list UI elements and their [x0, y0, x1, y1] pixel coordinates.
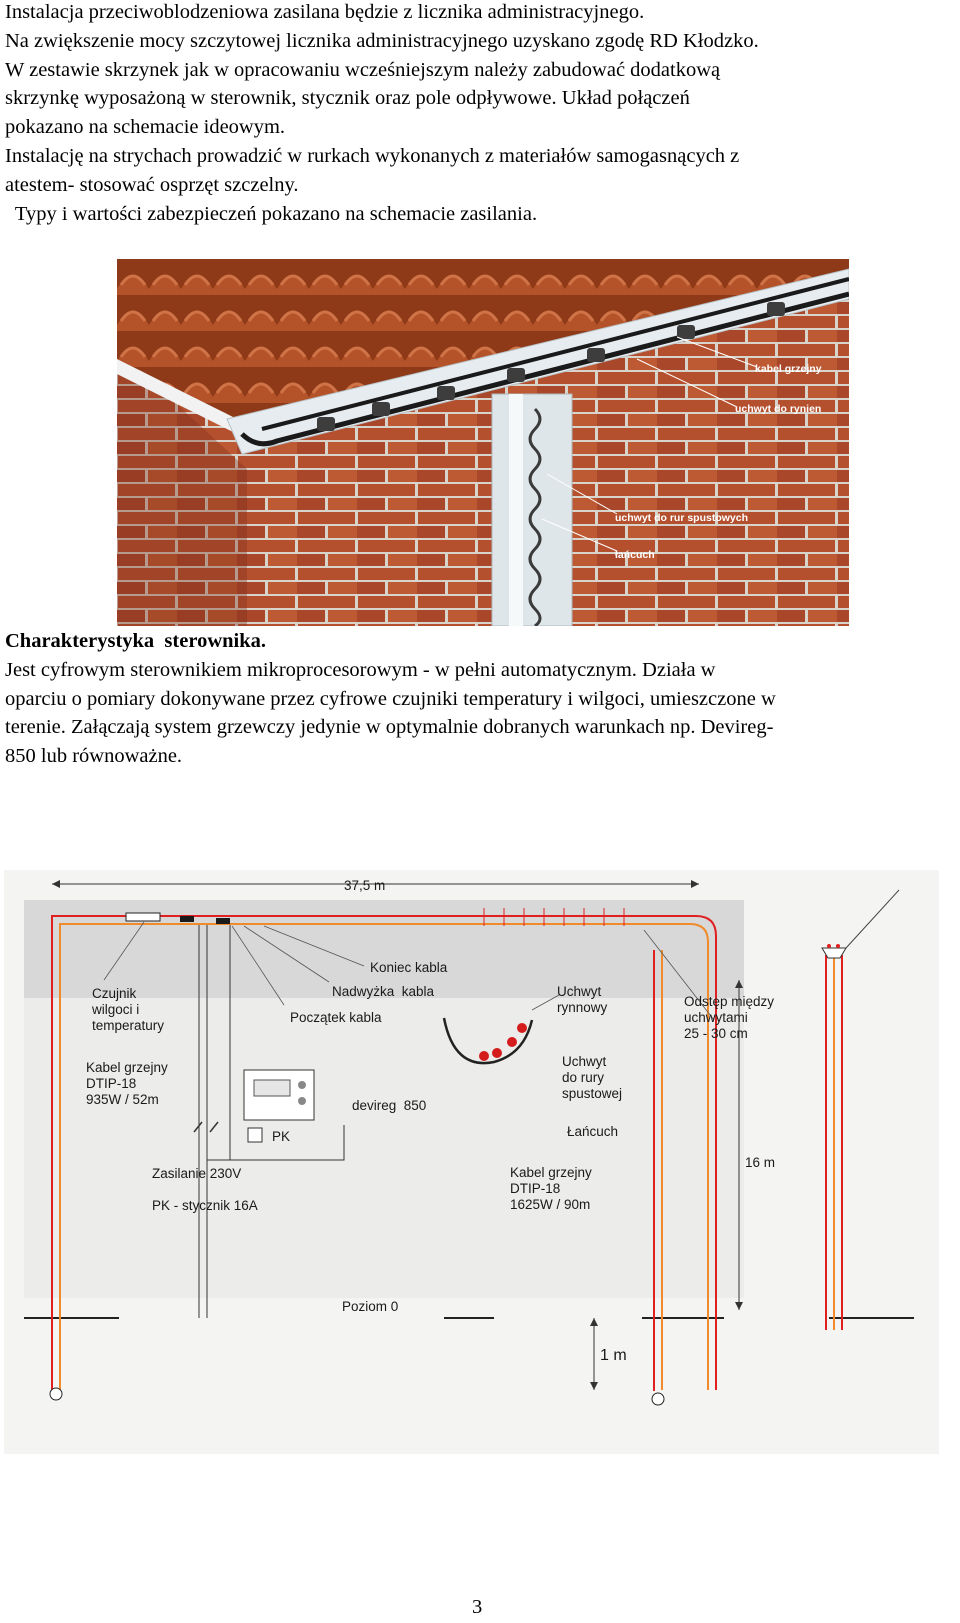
label-supply: Zasilanie 230V — [152, 1166, 242, 1181]
label-line: 935W / 52m — [86, 1092, 159, 1107]
label-line: do rury — [562, 1070, 605, 1085]
label-pk: PK — [272, 1129, 291, 1144]
label-line: DTIP-18 — [510, 1181, 561, 1196]
text-line: 850 lub równoważne. — [5, 745, 183, 768]
sensor-icon — [126, 913, 160, 921]
label-line: DTIP-18 — [86, 1076, 137, 1091]
label-line: Odstęp między — [684, 994, 775, 1009]
label-cable-end: Koniec kabla — [370, 960, 448, 975]
text-line: pokazano na schemacie ideowym. — [5, 116, 286, 139]
label-line: rynnowy — [557, 1000, 608, 1015]
label-cable-start: Początek kabla — [290, 1010, 382, 1025]
label-cable-surplus: Nadwyżka kabla — [332, 984, 435, 999]
controller-section — [5, 627, 955, 771]
label-line: spustowej — [562, 1086, 623, 1101]
label-line: Uchwyt — [562, 1054, 607, 1069]
pk-contactor-icon — [248, 1128, 262, 1142]
text-line: Typy i wartości zabezpieczeń pokazano na schemacie zasilania. — [5, 202, 538, 225]
callout-gutter-clip: uchwyt do rynien — [735, 403, 822, 415]
height-label: 16 m — [745, 1155, 776, 1170]
text-line: Instalację na strychach prowadzić w rurkach wykonanych z materiałów samogasnących z — [5, 144, 740, 167]
section-heading: Charakterystyka sterownika. — [5, 630, 266, 652]
text-line: Instalacja przeciwoblodzeniowa zasilana będzie z licznika administracyjnego. — [5, 1, 645, 23]
label-chain: Łańcuch — [567, 1124, 619, 1139]
text-line: skrzynkę wyposażoną w sterownik, stycznik oraz pole odpływowe. Układ połączeń — [5, 87, 690, 110]
callout-chain: łańcuch — [615, 549, 655, 561]
text-line: Na zwiększenie mocy szczytowej licznika administracyjnego uzyskano zgodę RD Kłodzko. — [5, 29, 759, 52]
label-line: Uchwyt — [557, 984, 602, 999]
text-line: atestem- stosować osprzęt szczelny. — [5, 173, 299, 196]
label-line: 1625W / 90m — [510, 1197, 591, 1212]
text-line: terenie. Załączają system grzewczy jedynie w optymalnie dobranych warunkach np. Devireg- — [5, 716, 774, 739]
label-line: Kabel grzejny — [86, 1060, 168, 1075]
label-line: uchwytami — [684, 1010, 748, 1025]
length-label: 37,5 m — [344, 878, 386, 893]
callout-pipe-clip: uchwyt do rur spustowych — [615, 512, 749, 524]
label-line: temperatury — [92, 1018, 165, 1033]
label-devireg: devireg 850 — [352, 1098, 427, 1113]
callout-heating-cable: kabel grzejny — [755, 363, 822, 375]
depth-label: 1 m — [600, 1347, 627, 1364]
label-line: wilgoci i — [92, 1002, 140, 1017]
label-gutter-clip — [557, 984, 608, 1015]
label-line: Kabel grzejny — [510, 1165, 592, 1180]
label-contactor: PK - stycznik 16A — [152, 1198, 258, 1213]
roof-gutter-illustration — [117, 259, 849, 626]
heating-scheme-diagram — [4, 870, 939, 1454]
intro-paragraph — [5, 0, 955, 228]
label-ground-level: Poziom 0 — [342, 1299, 399, 1314]
text-line: oparciu o pomiary dokonywane przez cyfrowe czujniki temperatury i wilgoci, umieszczone w — [5, 687, 776, 710]
text-line: W zestawie skrzynek jak w opracowaniu wcześniejszym należy zabudować dodatkową — [5, 58, 721, 81]
label-line: 25 - 30 cm — [684, 1026, 748, 1041]
page-number: 3 — [472, 1596, 483, 1618]
label-line: Czujnik — [92, 986, 137, 1001]
text-line: Jest cyfrowym sterownikiem mikroprocesorowym - w pełni automatycznym. Działa w — [5, 658, 716, 681]
